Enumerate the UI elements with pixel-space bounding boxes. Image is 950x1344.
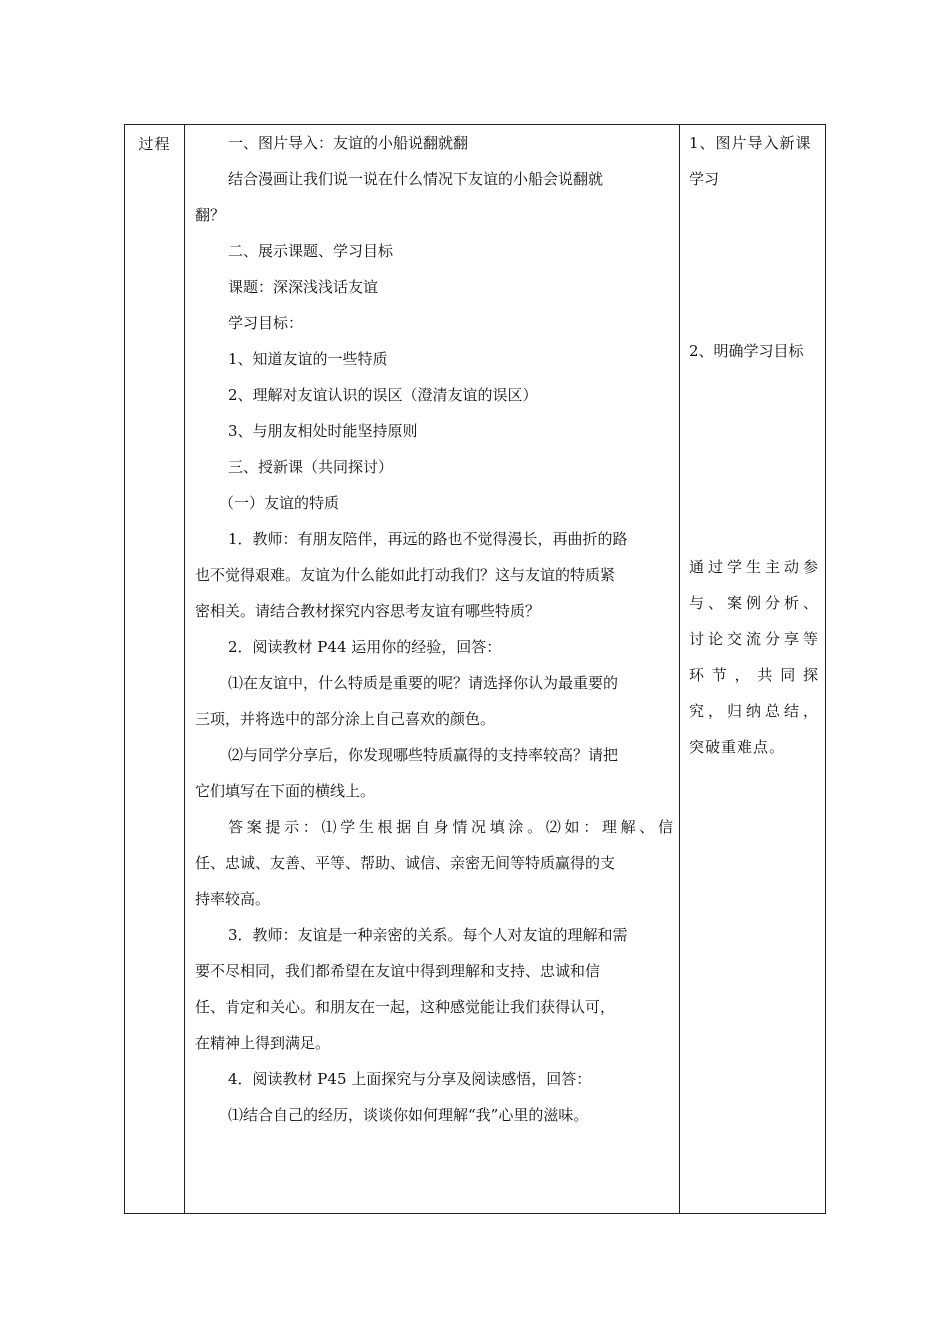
- content-line: 4．阅读教材 P45 上面探究与分享及阅读感悟，回答：: [228, 1070, 592, 1088]
- content-line: ⑵与同学分享后，你发现哪些特质赢得的支持率较高？请把: [228, 746, 619, 764]
- row-label: 过程: [138, 135, 171, 153]
- content-line: 任、肯定和关心。和朋友在一起，这种感觉能让我们获得认可，: [195, 998, 616, 1016]
- content-line: 要不尽相同，我们都希望在友谊中得到理解和支持、忠诚和信: [195, 962, 601, 980]
- content-line: 密相关。请结合教材探究内容思考友谊有哪些特质？: [195, 602, 541, 620]
- content-line: 三项，并将选中的部分涂上自己喜欢的颜色。: [195, 710, 496, 728]
- content-line: 学习目标：: [228, 314, 304, 332]
- content-line: ⑴在友谊中，什么特质是重要的呢？请选择你认为最重要的: [228, 674, 619, 692]
- content-line: 3、与朋友相处时能坚持原则: [228, 422, 418, 440]
- note-line: 究，归纳总结，: [689, 702, 819, 720]
- note-line: 环 节 ， 共 同 探: [689, 666, 819, 684]
- content-line: 课题：深深浅浅话友谊: [228, 278, 379, 296]
- content-line: 2、理解对友谊认识的误区（澄清友谊的误区）: [228, 386, 538, 404]
- note-line: 学习: [689, 170, 720, 188]
- lesson-content: [195, 129, 673, 1137]
- content-line: ⑴结合自己的经历，谈谈你如何理解“我”心里的滋味。: [228, 1106, 589, 1124]
- content-line: 二、展示课题、学习目标: [228, 242, 394, 260]
- column-divider: [679, 125, 680, 1213]
- lesson-table: [124, 124, 826, 1214]
- note-line: 与、案例分析、: [689, 594, 819, 612]
- teaching-notes: [689, 129, 819, 769]
- content-line: 持率较高。: [195, 890, 271, 908]
- content-line: 3．教师：友谊是一种亲密的关系。每个人对友谊的理解和需: [228, 926, 628, 944]
- content-line: 也不觉得艰难。友谊为什么能如此打动我们？这与友谊的特质紧: [195, 566, 616, 584]
- column-divider: [184, 125, 185, 1213]
- content-line: 1．教师：有朋友陪伴，再远的路也不觉得漫长，再曲折的路: [228, 530, 628, 548]
- content-line: 任、忠诚、友善、平等、帮助、诚信、亲密无间等特质赢得的支: [195, 854, 616, 872]
- note-line: 通过学生主动参: [689, 558, 819, 576]
- content-line: 它们填写在下面的横线上。: [195, 782, 376, 800]
- note-line: 突破重难点。: [689, 738, 786, 756]
- note-line: 1、图片导入新课: [689, 134, 812, 152]
- content-line: 2．阅读教材 P44 运用你的经验，回答：: [228, 638, 502, 656]
- content-line: 一、图片导入：友谊的小船说翻就翻: [228, 134, 469, 152]
- content-line: 1、知道友谊的一些特质: [228, 350, 388, 368]
- note-line: 讨论交流分享等: [689, 630, 819, 648]
- content-line: 在精神上得到满足。: [195, 1034, 331, 1052]
- content-line: 三、授新课（共同探讨）: [228, 458, 394, 476]
- content-line: （一）友谊的特质: [219, 494, 340, 512]
- content-line: 答案提示：⑴学生根据自身情况填涂。⑵如：理解、信: [228, 818, 673, 836]
- content-line: 翻？: [195, 206, 226, 224]
- note-line: 2、明确学习目标: [689, 342, 804, 360]
- content-line: 结合漫画让我们说一说在什么情况下友谊的小船会说翻就: [228, 170, 604, 188]
